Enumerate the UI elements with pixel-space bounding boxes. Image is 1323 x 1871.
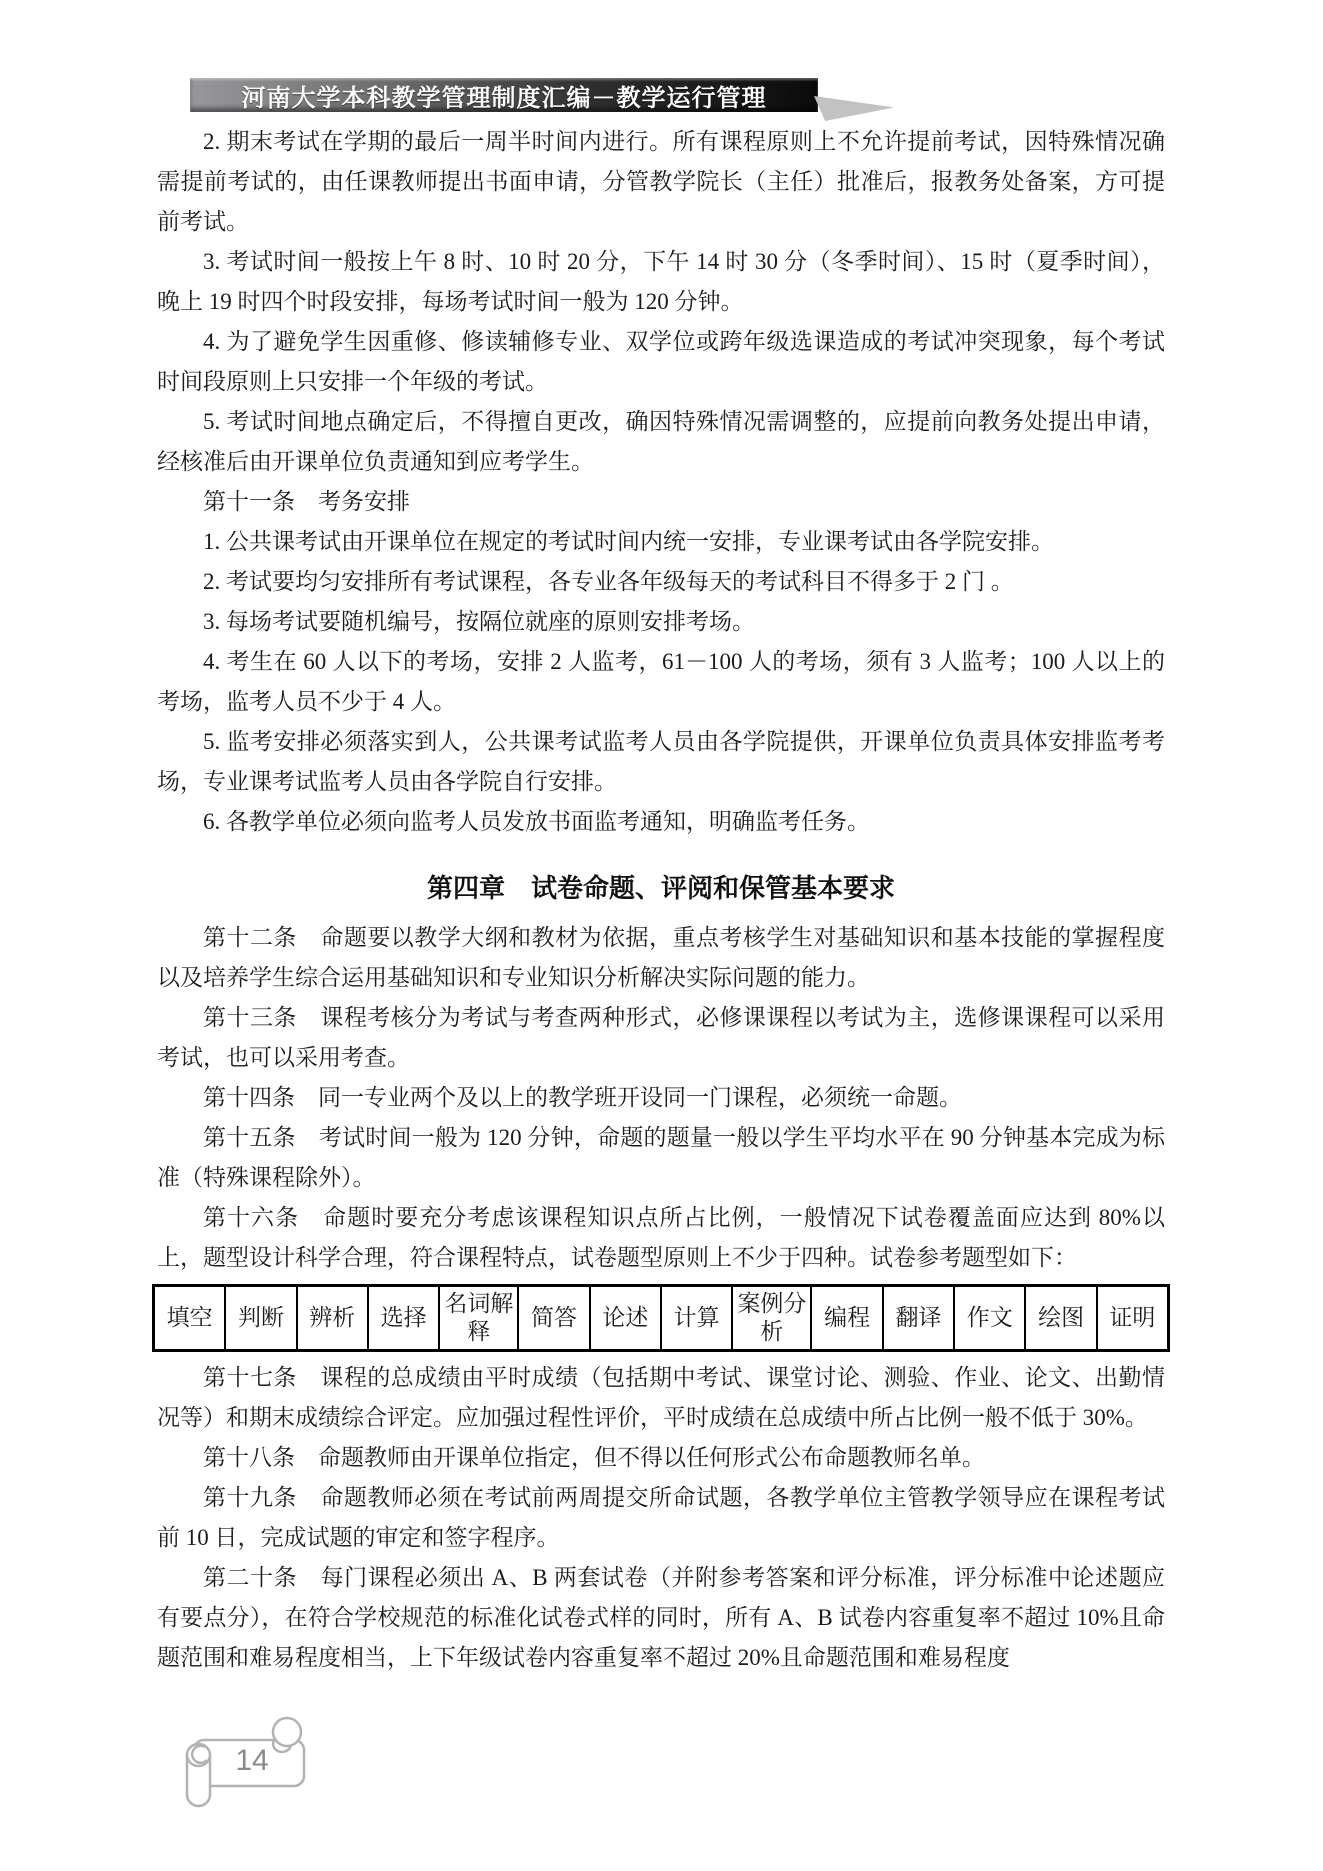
header-banner <box>190 78 818 112</box>
paragraph: 第二十条 每门课程必须出 A、B 两套试卷（并附参考答案和评分标准，评分标准中论述题应有要点分），在符合学校规范的标准化试卷式样的同时，所有 A、B 试卷内容重复率不超过 10%且命题范围和难易程度相当，上下年级试卷内容重复率不超过 20%且命题范围和难易程度 <box>157 1565 1165 1670</box>
paragraph: 4. 为了避免学生因重修、修读辅修专业、双学位或跨年级选课造成的考试冲突现象，每个考试时间段原则上只安排一个年级的考试。 <box>157 329 1165 394</box>
table-cell: 案例分析 <box>733 1287 812 1349</box>
paragraph: 5. 考试时间地点确定后，不得擅自更改，确因特殊情况需调整的，应提前向教务处提出申请，经核准后由开课单位负责通知到应考学生。 <box>157 409 1165 474</box>
paragraph: 第十九条 命题教师必须在考试前两周提交所命试题，各教学单位主管教学领导应在课程考试前 10 日，完成试题的审定和签字程序。 <box>157 1485 1165 1550</box>
paragraph: 第十三条 课程考核分为考试与考查两种形式，必修课课程以考试为主，选修课课程可以采用考试，也可以采用考查。 <box>157 1005 1165 1070</box>
paragraph: 第十六条 命题时要充分考虑该课程知识点所占比例，一般情况下试卷覆盖面应达到 80%以上，题型设计科学合理，符合课程特点，试卷题型原则上不少于四种。试卷参考题型如下： <box>157 1205 1165 1270</box>
paragraph: 1. 公共课考试由开课单位在规定的考试时间内统一安排，专业课考试由各学院安排。 <box>203 529 1054 554</box>
question-types-table <box>152 1284 1170 1352</box>
table-cell: 简答 <box>519 1287 590 1349</box>
table-cell: 证明 <box>1109 1305 1156 1330</box>
paragraph: 3. 每场考试要随机编号，按隔位就座的原则安排考场。 <box>203 609 755 634</box>
paragraph: 2. 考试要均匀安排所有考试课程，各专业各年级每天的考试科目不得多于 2 门 。 <box>203 569 1014 594</box>
paragraph: 5. 监考安排必须落实到人，公共课考试监考人员由各学院提供，开课单位负责具体安排监考考场，专业课考试监考人员由各学院自行安排。 <box>157 729 1165 794</box>
paragraph: 第十四条 同一专业两个及以上的教学班开设同一门课程，必须统一命题。 <box>203 1085 962 1110</box>
paragraph: 3. 考试时间一般按上午 8 时、10 时 20 分，下午 14 时 30 分（冬季时间）、15 时（夏季时间），晚上 19 时四个时段安排，每场考试时间一般为 120 分钟。 <box>157 249 1165 314</box>
paragraph: 6. 各教学单位必须向监考人员发放书面监考通知，明确监考任务。 <box>203 809 870 834</box>
paragraph: 4. 考生在 60 人以下的考场，安排 2 人监考，61－100 人的考场，须有 3 人监考；100 人以上的考场，监考人员不少于 4 人。 <box>157 649 1165 714</box>
table-cell: 翻译 <box>884 1287 955 1349</box>
paragraph: 第十二条 命题要以教学大纲和教材为依据，重点考核学生对基础知识和基本技能的掌握程度以及培养学生综合运用基础知识和专业知识分析解决实际问题的能力。 <box>157 925 1165 990</box>
table-cell: 名词解释 <box>440 1287 519 1349</box>
table-cell: 判断 <box>226 1287 297 1349</box>
table-cell: 编程 <box>812 1287 883 1349</box>
paragraph: 第十八条 命题教师由开课单位指定，但不得以任何形式公布命题教师名单。 <box>203 1445 985 1470</box>
header-banner-title: 河南大学本科教学管理制度汇编－教学运行管理 <box>241 84 767 112</box>
paragraph: 第十七条 课程的总成绩由平时成绩（包括期中考试、课堂讨论、测验、作业、论文、出勤情况等）和期末成绩综合评定。应加强过程性评价，平时成绩在总成绩中所占比例一般不低于 30%。 <box>157 1365 1165 1430</box>
table-cell: 计算 <box>662 1287 733 1349</box>
paragraph: 2. 期末考试在学期的最后一周半时间内进行。所有课程原则上不允许提前考试，因特殊情况确需提前考试的，由任课教师提出书面申请，分管教学院长（主任）批准后，报教务处备案，方可提前考试。 <box>157 129 1165 234</box>
table-cell: 作文 <box>955 1287 1026 1349</box>
article-title: 第十一条 考务安排 <box>203 489 410 514</box>
table-cell: 绘图 <box>1026 1287 1097 1349</box>
paragraph: 第十五条 考试时间一般为 120 分钟，命题的题量一般以学生平均水平在 90 分钟基本完成为标准（特殊课程除外）。 <box>157 1125 1165 1190</box>
document-content <box>157 122 1165 1678</box>
table-cell: 论述 <box>591 1287 662 1349</box>
banner-arrow-icon <box>814 95 894 121</box>
table-cell: 辨析 <box>298 1287 369 1349</box>
table-cell: 选择 <box>369 1287 440 1349</box>
page-number-scroll <box>172 1702 342 1817</box>
page-number: 14 <box>235 1744 269 1777</box>
chapter-heading: 第四章 试卷命题、评阅和保管基本要求 <box>426 873 895 903</box>
table-cell: 填空 <box>155 1287 226 1349</box>
